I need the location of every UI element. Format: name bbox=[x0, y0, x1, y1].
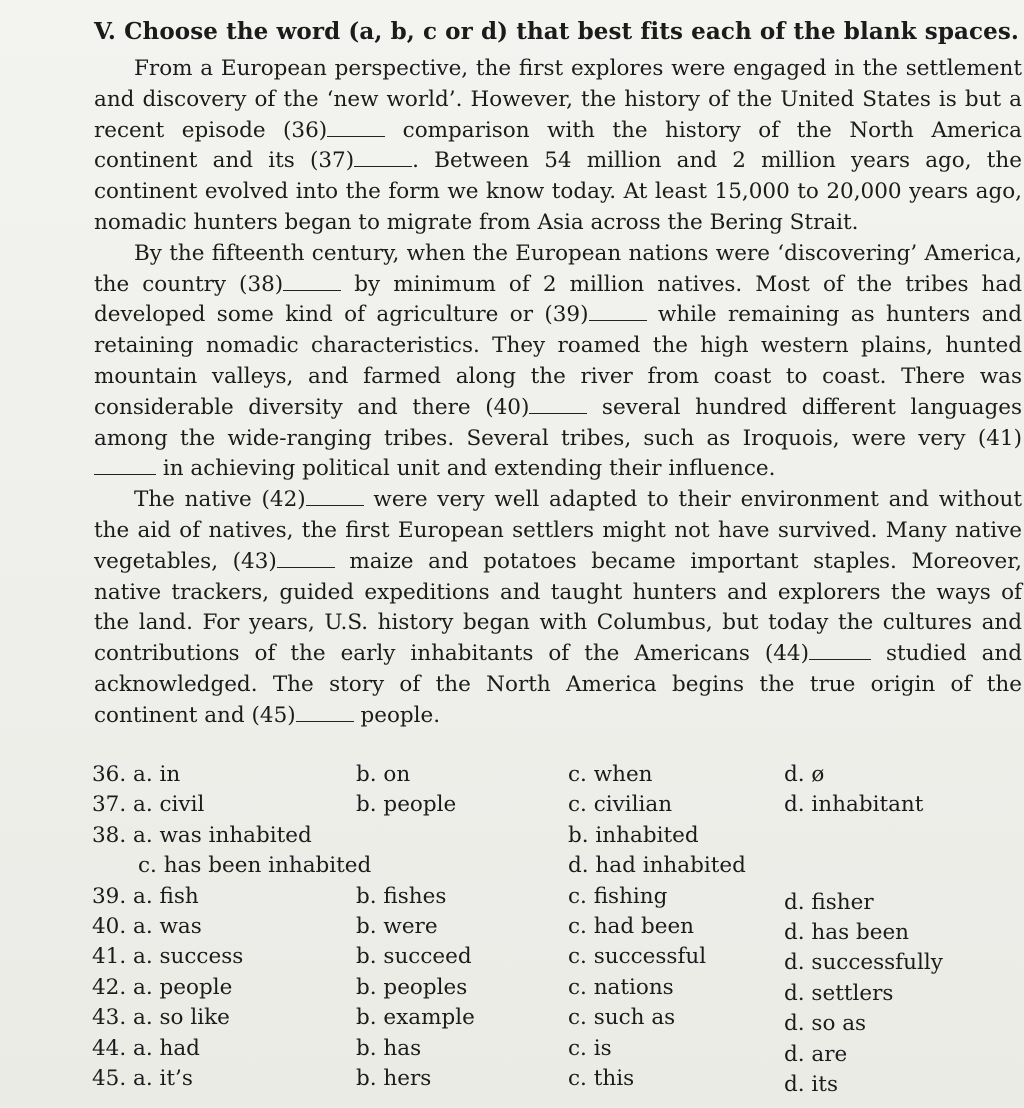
question-39 bbox=[92, 884, 1022, 914]
option-a[interactable]: 39. a. fish bbox=[92, 883, 199, 909]
option-c[interactable]: c. fishing bbox=[568, 883, 668, 909]
option-c[interactable]: c. this bbox=[568, 1065, 635, 1091]
question-43 bbox=[92, 1005, 1022, 1035]
paragraph-1: From a European perspective, the first explores were engaged in the settlement and discovery of the ‘new world’. However, the history of the United States is but a recent episode (36) comparison with the history of the North America continent and its (37) . Between 54 million and 2 million years ago, the continent evolved into the form we know today. At least 15,000 to 20,000 years ago, nomadic hunters began to migrate from Asia across the Bering Strait. bbox=[94, 56, 1022, 235]
option-d[interactable]: d. successfully bbox=[784, 950, 943, 976]
option-c[interactable]: c. when bbox=[568, 762, 653, 787]
option-c[interactable]: c. has been inhabited bbox=[138, 853, 372, 879]
option-d[interactable]: d. ø bbox=[784, 762, 825, 787]
option-a[interactable]: 36. a. in bbox=[92, 762, 181, 787]
option-b[interactable]: b. fishes bbox=[356, 883, 447, 909]
question-38-row-2 bbox=[92, 853, 1022, 883]
option-d[interactable]: d. has been bbox=[784, 919, 910, 945]
option-a[interactable]: 40. a. was bbox=[92, 913, 202, 939]
option-b[interactable]: b. peoples bbox=[356, 974, 468, 1000]
option-a[interactable]: 37. a. civil bbox=[92, 792, 205, 818]
option-a[interactable]: 44. a. had bbox=[92, 1035, 200, 1061]
blank-37[interactable] bbox=[354, 148, 412, 167]
option-b[interactable]: b. has bbox=[356, 1035, 422, 1061]
blank-38[interactable] bbox=[283, 272, 341, 291]
blank-39[interactable] bbox=[589, 302, 647, 321]
option-b[interactable]: b. succeed bbox=[356, 944, 472, 970]
reading-passage bbox=[94, 54, 1022, 732]
option-a[interactable]: 38. a. was inhabited bbox=[92, 822, 312, 848]
option-a[interactable]: 43. a. so like bbox=[92, 1005, 230, 1031]
option-d[interactable]: d. so as bbox=[784, 1011, 867, 1037]
option-b[interactable]: b. hers bbox=[356, 1065, 432, 1091]
blank-41[interactable] bbox=[94, 456, 156, 475]
blank-45[interactable] bbox=[296, 703, 354, 722]
option-c[interactable]: c. had been bbox=[568, 913, 695, 939]
option-d[interactable]: d. had inhabited bbox=[568, 853, 746, 879]
blank-36[interactable] bbox=[327, 118, 385, 137]
question-40 bbox=[92, 914, 1022, 944]
option-d[interactable]: d. are bbox=[784, 1041, 848, 1067]
option-d[interactable]: d. fisher bbox=[784, 889, 874, 915]
question-38-row-1 bbox=[92, 823, 1022, 853]
blank-44[interactable] bbox=[809, 641, 871, 660]
option-b[interactable]: b. on bbox=[356, 762, 411, 787]
section-heading: V. Choose the word (a, b, c or d) that best fits each of the blank spaces. bbox=[94, 18, 1020, 45]
paragraph-3: The native (42) were very well adapted to their environment and without the aid of natives, the first European settlers might not have survived. Many native vegetables, (43) maize and potatoes became important staples. Moreover, native trackers, guided expeditions and taught hunters and explorers the ways of the land. For years, U.S. history began with Columbus, but today the cultures and contributions of the early inhabitants of the Americans (44) studied and acknowledged. The story of the North America begins the true origin of the continent and (45) people. bbox=[94, 487, 1022, 728]
option-a[interactable]: 45. a. it’s bbox=[92, 1065, 193, 1091]
option-c[interactable]: c. civilian bbox=[568, 792, 673, 818]
option-b[interactable]: b. were bbox=[356, 913, 438, 939]
question-44 bbox=[92, 1036, 1022, 1066]
option-b[interactable]: b. people bbox=[356, 792, 457, 818]
paragraph-2: By the fifteenth century, when the European nations were ‘discovering’ America, the country (38) by minimum of 2 million natives. Most of the tribes had developed some kind of agriculture or (39) while remaining as hunters and retaining nomadic characteristics. They roamed the high western plains, hunted mountain valleys, and farmed along the river from coast to coast. There was considerable diversity and there (40) several hundred different languages among the wide-ranging tribes. Several tribes, such as Iroquois, were very (41) in achieving political unit and extending their influence. bbox=[94, 240, 1023, 482]
option-d[interactable]: d. its bbox=[784, 1071, 838, 1097]
question-37 bbox=[92, 792, 1022, 822]
answer-options bbox=[92, 762, 1022, 1096]
blank-40[interactable] bbox=[529, 395, 587, 414]
option-d[interactable]: d. inhabitant bbox=[784, 792, 924, 818]
option-a[interactable]: 41. a. success bbox=[92, 944, 244, 970]
option-c[interactable]: c. successful bbox=[568, 944, 707, 970]
option-b[interactable]: b. example bbox=[356, 1005, 475, 1031]
option-c[interactable]: c. is bbox=[568, 1035, 612, 1061]
question-36 bbox=[92, 762, 1022, 792]
question-45 bbox=[92, 1066, 1022, 1096]
option-b[interactable]: b. inhabited bbox=[568, 822, 699, 848]
question-41 bbox=[92, 944, 1022, 974]
option-d[interactable]: d. settlers bbox=[784, 980, 894, 1006]
blank-42[interactable] bbox=[306, 487, 364, 506]
blank-43[interactable] bbox=[277, 549, 335, 568]
option-a[interactable]: 42. a. people bbox=[92, 974, 233, 1000]
option-c[interactable]: c. nations bbox=[568, 974, 674, 1000]
question-42 bbox=[92, 975, 1022, 1005]
option-c[interactable]: c. such as bbox=[568, 1005, 676, 1031]
